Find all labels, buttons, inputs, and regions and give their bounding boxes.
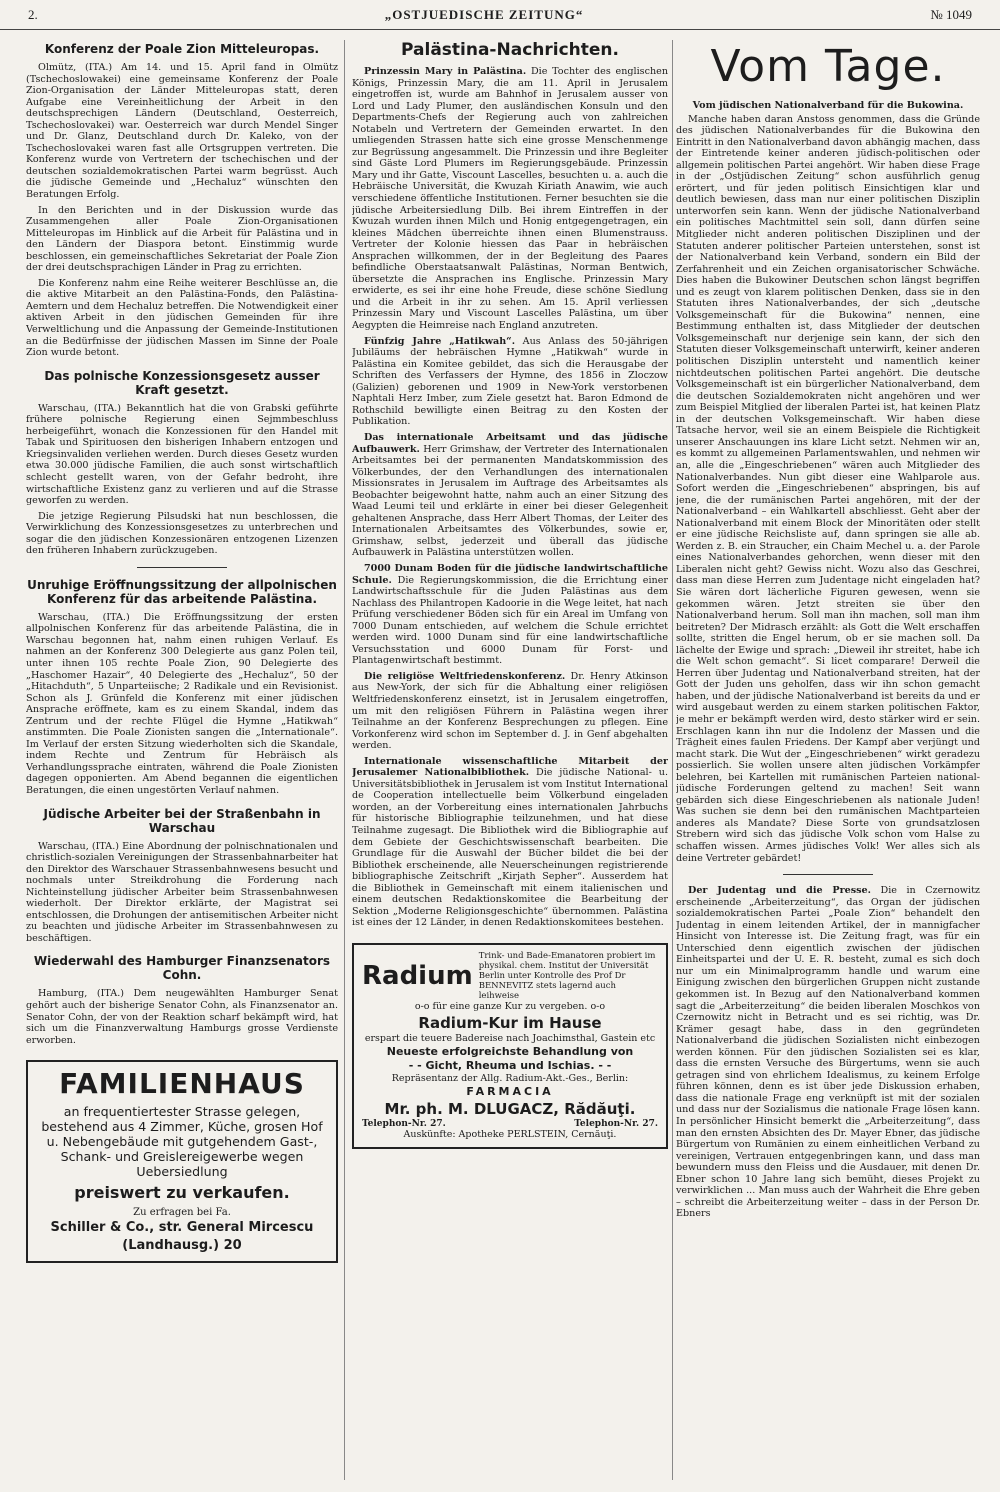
article-paragraph: Warschau, (ITA.) Bekanntlich hat die von Grabski geführte frühere polnische Regierung einen Sejmmbeschluss herbeigeführt, wonach die Konzessionen für den Handel mit Tabak und Spirituosen den bisherigen Inhabern entzogen und Kriegsinvaliden verliehen werden. Durch dieses Gesetz wurden etwa 30.000 jüdische Familien, die auch sonst wirtschaftlich schlecht gestellt waren, von der Gefahr bedroht, ihre wirtschaftliche Existenz ganz zu verlieren und auf die Strasse geworfen zu werden. xyxy=(26,402,338,507)
article-title: Das polnische Konzessionsgesetz ausser Kraft gesetzt. xyxy=(44,368,320,397)
news-text: Die jüdische National- u. Universitätsbibliothek in Jerusalem ist vom Institut International de Cooperation intellectuelle beim Völkerbund eingeladen worden, an der Vorbereitung eines internationalen Jahrbuchs für historische Bibliographie teilzunehmen, und hat diese Teilnahme zugesagt. Die Bibliothek wird die Bibliographie auf dem Gebiete der Geschichtswissenschaft bearbeiten. Die Grundlage für die Auswahl der Bücher bildet die bei der Bibliothek erscheinende, alle Neuerscheinungen registrierende bibliographische Zeitschrift „Kirjath Sepher“. Ausserdem hat die Bibliothek in Gemeinschaft mit einem italienischen und einem deutschen Redaktionskomitee die Bearbeitung der Sektion „Moderne Religionsgeschichte“ übernommen. Palästina ist eines der 12 Länder, in denen Redaktionskomitees bestehen. xyxy=(352,767,668,929)
news-text: Herr Grimshaw, der Vertreter des Internationalen Arbeitsamtes bei der permanenten Mandatskommission des Völkerbundes, der den Verhandlungen des internationalen Missionsrates in Jerusalem im Auftrage des Arbeitsamtes als Beobachter beigewohnt hatte, nahm auch an einer Sitzung des Waad Leumi teil und erklärte in einer bei dieser Gelegenheit gehaltenen Ansprache, dass Herr Albert Thomas, der Leiter des Internationalen Arbeitsamtes des Völkerbundes, sowie er, Grimshaw, selbst, jederzeit und überall das jüdische Aufbauwerk in Palästina unterstützen wollen. xyxy=(352,443,668,559)
news-text: Dr. Henry Atkinson aus New-York, der sich für die Abhaltung einer religiösen Weltfriedenskonferenz einsetzt, ist in Jerusalem eingetroffen, um mit den religiösen Führern in Palästina wegen ihrer Teilnahme an der Konferenz Besprechungen zu pflegen. Eine Vorkonferenz wird schon im September d. J. in Genf abgehalten werden. xyxy=(352,670,668,752)
separator-rule xyxy=(783,874,873,875)
ad-phone: Telephon-Nr. 27. xyxy=(574,1118,658,1129)
ad-treatment-list: - - Gicht, Rheuma und Ischias. - - xyxy=(408,1058,612,1072)
ad-headline: FAMILIENHAUS xyxy=(59,1067,305,1101)
article-title: Unruhige Eröffnungssitzung der allpolnischen Konferenz für das arbeitende Palästina. xyxy=(27,577,337,606)
news-text: Die in Czernowitz erscheinende „Arbeiterzeitung“, das Organ der jüdischen sozialdemokratischen Partei „Poale Zion“ behandelt den Judentag in einem leitenden Artikel, der in mannigfacher Hinsicht von Interesse ist. Die Zeitung fragt, was für ein Unterschied denn eigentlich zwischen der jüdischen Einheitspartei und der U. E. R. besteht, zumal es sich doch nur um ein Minimalprogramm handle und warum eine Einigung zwischen den bürgerlichen Gruppen nicht zustande gekommen ist. In Bezug auf den Nationalverband kommen sagt die „Arbeiterzeitung“ die beiden liberalen Moschkos von Czernowitz nicht in Betracht und es sei richtig, was Dr. Krämer gesagt habe, dass in den gegründeten Nationalverband die jüdischen Sozialisten nicht einbezogen werden können. Für den jüdischen Sozialisten sei es klar, dass die ernsten Versuche des Bürgertums, wenn sie auch getragen sind von ehrlichem Idealismus, zu keinem Erfolge führen können, denn es ist über jede Diskussion erhaben, dass die nationale Frage eng verknüpft ist mit der sozialen und dass nur der Sozialismus die nationale Frage lösen kann. In persönlicher Hinsicht bemerkt die „Arbeiterzeitung“, dass man den ernsten Absichten des Dr. Mayer Ebner, das jüdische Bürgertum von Rumänien zu einem einheitlichen Verband zu vereinigen, Vertrauen entgegenbringen kann, und dass man bewundern muss den Fleiss und die Ausdauer, mit denen Dr. Ebner schon 10 Jahre lang sich bemüht, dieses Projekt zu verwirklichen ... Man muss auch der Wahrheit die Ehre geben – schreibt die Arbeiterzeitung weiter – dass in der Person Dr. Ebners xyxy=(676,885,980,1220)
news-lead: Das internationale Arbeitsamt und das jüdische Aufbauwerk. xyxy=(352,431,668,455)
ad-body: an frequentiertester Strasse gelegen, bestehend aus 4 Zimmer, Küche, grosen Hof u. Nebengebäude mit gutgehendem Gast-, Schank- und Greislereigewerbe wegen Uebersiedlung xyxy=(41,1104,323,1180)
article-title: Wiederwahl des Hamburger Finanzsenators Cohn. xyxy=(33,954,331,983)
ad-owner: Mr. ph. M. DLUGACZ, Rădăuţi. xyxy=(384,1099,636,1118)
section-title-vom-tage: Vom Tage. xyxy=(710,41,946,92)
news-lead: Der Judentag und die Presse. xyxy=(688,885,872,897)
ad-price: preiswert zu verkaufen. xyxy=(74,1183,290,1203)
column-right xyxy=(676,40,980,1480)
article-paragraph: Manche haben daran Anstoss genommen, dass die Gründe des jüdischen Nationalverbandes für die Bukowina den Eintritt in den Nationalverband davon abhängig machen, dass der Eintretende keiner anderen jüdisch-politischen oder allgemein politischen Partei angehört. Wir haben diese Frage in der „Ostjüdischen Zeitung“ schon ausführlich genug erörtert, und für jeden politisch Einsichtigen klar und deutlich bewiesen, dass man nur einer politischen Disziplin unterworfen sein kann. Wenn der jüdische Nationalverband ein politisches Machtmittel sein soll, dann dürfen seine Mitglieder nicht anderen politischen Disziplinen und der Statuten anderer politischer Parteien unterstehen, sonst ist der Nationalverband kein Verband, sondern ein Bild der Zerfahrenheit und ein Zeichen organisatorischer Schwäche. Dies haben die Bukowiner Deutschen schon längst begriffen und es zeugt von klarem politischen Denken, dass sie in den Statuten ihres Nationalverbandes, der sich „deutsche Volksgemeinschaft für die Bukowina“ nennen, eine Bestimmung enthalten ist, dass Mitglieder der deutschen Volksgemeinschaft nur derjenige sein kann, der sich den Statuten dieser Volksgemeinschaft unterwirft, keiner anderen politischen Disziplin untersteht und namentlich keiner nichtdeutschen politischen Partei angehört. Die deutsche Volksgemeinschaft ist ein bürgerlicher Nationalverband, dem die deutschen Sozialdemokraten nicht angehören und wer zum Beispiel Mitglied der liberalen Partei ist, hat keinen Platz in der deutschen Volksgemeinschaft. Wir haben diese Tatsache hervor, weil sie an einem Beispiele die Richtigkeit unserer Anschauungen ins klare Licht setzt. Nehmen wir an, es kommt zu allgemeinen Parlamentswahlen, und nehmen wir an, alle die „Eingeschriebenen“ wären auch Mitglieder des Nationalverbandes. Nun gibt dieser eine Wahlparole aus. Sofort werden die „Eingeschriebenen“ abspringen, bis auf jene, die der rumänischen Partei angehören, mit der der Nationalverband – ein Wahlkartell abschliesst. Geht aber der Nationalverband mit einem Block der Minoritäten oder stellt er eine jüdische Reichsliste auf, dann springen sie alle ab. Werden z. B. ein Straucher, ein Chaim Mechel u. a. der Parole eines Nationalverbandes gehorchen, wenn dieser mit den Liberalen nicht geht? Gewiss nicht. Wozu also das Geschrei, dass man diese Herren zum Judentage nicht eingeladen hat? Sie wären dort lächerliche Figuren gewesen, wenn sie gekommen wären. Jetzt streiten sie über den Nationalverband herum. Soll man ihn machen, soll man ihm beitreten? Der Midrasch erzählt: als Gott die Welt erschaffen sollte, stritten die Engel herum, ob er sie machen soll. Da lächelte der Ewige und sprach: „Dieweil ihr streitet, habe ich die Welt schon gemacht“. Si licet comparare! Derweil die Herren über Judentag und Nationalverband streiten, hat der Gott der Juden uns geholfen, dass wir ihn schon gemacht haben, und der jüdische Nationalverband ist bereits da und er wird ausgebaut werden zu einem starken politischen Faktor, je mehr er bekämpft werden wird, desto stärker wird er sein. Erschlagen kann ihn nur die Indolenz der Massen und die Trägheit eines faulen Friedens. Der Kampf aber verjüngt und macht stark. Die Wut der „Eingeschriebenen“ wirkt geradezu possierlich. Sie wollen unsere alten jüdischen Vorkämpfer belehren, bei Kartellen mit rumänischen Parteien national-jüdische Forderungen geltend zu machen! Seit wann gebärden sich diese Eingeschriebenen als nationale Juden! Was suchen sie denn bei den rumänischen Machtparteien anderes als Mandate? Diese Sorte von grundsatzlosen Strebern wird sich das jüdische Volk schon vom Halse zu schaffen wissen. Armes jüdisches Volk! Wer alles sich als deine Vertreter gebärdet! xyxy=(676,113,980,864)
article-paragraph: In den Berichten und in der Diskussion wurde das Zusammengehen aller Poale Zion-Organisationen Mitteleuropas im Hinblick auf die Arbeit für Palästina und in den Ländern der Diaspora betont. Einstimmig wurde beschlossen, ein gemeinschaftliches Sekretariat der Poale Zion der drei deutschsprachigen Länder in Prag zu errichten. xyxy=(26,204,338,274)
advertisement-familienhaus xyxy=(26,1060,338,1263)
news-text: Aus Anlass des 50-jährigen Jubiläums der hebräischen Hymne „Hatikwah“ wurde in Palästina ein Komitee gebildet, das sich die Herausgabe der Schriften des Verfassers der Hymne, des 1856 in Zloczow (Galizien) geborenen und 1909 in New-York verstorbenen Naphtali Herz Imber, zum Ziele gesetzt hat. Baron Edmond de Rothschild bewilligte einen Beitrag zu den Kosten der Publikation. xyxy=(352,335,668,428)
news-lead: Die religiöse Weltfriedenskonferenz. xyxy=(364,670,566,682)
ad-kur-desc: erspart die teuere Badereise nach Joachimsthal, Gastein etc xyxy=(364,1032,656,1044)
section-title: Palästina-Nachrichten. xyxy=(401,40,619,60)
ad-inquire: Zu erfragen bei Fa. xyxy=(133,1207,231,1219)
ad-phone: Telephon-Nr. 27. xyxy=(362,1118,446,1129)
column-left xyxy=(26,40,338,1480)
article-paragraph: Warschau, (ITA.) Eine Abordnung der polnischnationalen und christlich-sozialen Vereinigungen der Strassenbahnarbeiter hat den Direktor des Warschauer Strassenbahnwesens besucht und nochmals unter Streikdrohung die Forderung nach Nichteinstellung jüdischer Arbeiter beim Strassenbahnwesen wiederholt. Der Direktor erklärte, der Magistrat sei entschlossen, die Drohungen der antisemitischen Arbeiter nicht zu beachten und jüdische Arbeiter im Strassenbahnwesen zu beschäftigen. xyxy=(26,840,338,944)
issue-number: № 1049 xyxy=(930,6,972,22)
news-lead: Fünfzig Jahre „Hatikwah“. xyxy=(364,335,516,347)
ad-info: Auskünfte: Apotheke PERLSTEIN, Cernăuţi. xyxy=(403,1128,617,1140)
ad-radium-title: Radium xyxy=(362,960,473,991)
article-title: Konferenz der Poale Zion Mitteleuropas. xyxy=(44,42,320,56)
news-lead: Internationale wissenschaftliche Mitarbeit der Jerusalemer Nationalbibliothek. xyxy=(352,755,668,779)
news-text: Die Regierungskommission, die die Errichtung einer Landwirtschaftsschule für die Juden Palästinas aus dem Nachlass des Philantropen Kadoorie in die Wege leitet, hat nach Prüfung verschiedener Böden sich für ein Areal im Umfang von 7000 Dunam entschieden, auf welchem die Schule errichtet werden wird. 1000 Dunam sind für eine landwirtschaftliche Versuchsstation und 6000 Dunam für Forst- und Plantagenwirtschaft bestimmt. xyxy=(352,574,668,667)
newspaper-title: „OSTJUEDISCHE ZEITUNG“ xyxy=(384,6,584,22)
column-middle xyxy=(352,40,668,1480)
news-text: Die Tochter des englischen Königs, Prinzessin Mary, die am 11. April in Jerusalem eingetroffen ist, wurde am Bahnhof in Jerusalem ausser von Lord und Lady Plumer, den ausländischen Konsuln und den Departments-Chefs der Regierung auch von zahlreichen Notabeln und Vertretern der Gemeinden erwartet. In den umliegenden Strassen hatte sich eine grosse Menschenmenge zur Begrüssung angesammelt. Die Prinzessin und ihre Begleiter sind Gäste Lord Plumers im Regierungsgebäude. Prinzessin Mary und ihr Gatte, Viscount Lascelles, besuchten u. a. auch die Hebräische Universität, die Kwuzah Kiriath Anawim, wie auch verschiedene öffentliche Institutionen. Ferner besuchten sie die jüdische Arbeitersiedlung Dilb. Bei ihrem Eintreffen in der Kwuzah wurden ihnen Milch und Honig entgegengetragen, ein kleines Mädchen überreichte ihnen einen Blumenstrauss. Vertreter der Kolonie hiessen das Paar in hebräischen Ansprachen willkommen, der in der Begleitung des Paares befindliche Oberstaatsanwalt Palästinas, Norman Bentwich, übersetzte die Ansprachen ins Englische. Prinzessin Mary erwiderte, es sei ihr eine hohe Freude, diese schöne Siedlung und die Arbeit in ihr zu sehen. Am 15. April verliessen Prinzessin Mary und Viscount Lascelles Palästina, um über Aegypten die Heimreise nach England anzutreten. xyxy=(352,66,668,332)
column-divider xyxy=(344,40,345,1480)
separator-rule xyxy=(137,567,227,568)
ad-address: Schiller & Co., str. General Mircescu (Landhausg.) 20 xyxy=(50,1220,314,1254)
advertisement-radium xyxy=(352,943,668,1149)
article-paragraph: Die Konferenz nahm eine Reihe weiterer Beschlüsse an, die die aktive Mitarbeit an den Palästina-Fonds, den Palästina-Aemtern und dem Hechaluz betreffen. Die Notwendigkeit einer aktiven Arbeit in den jüdischen Gemeinden für ihre Verweltlichung und die Anpassung der Gemeinde-Institutionen an die Bedürfnisse der jüdischen Massen im Sinne der Poale Zion wurde betont. xyxy=(26,277,338,359)
ad-rental: o-o für eine ganze Kur zu vergeben. o-o xyxy=(414,1000,606,1012)
column-divider xyxy=(672,40,673,1480)
article-paragraph: Die jetzige Regierung Pilsudski hat nun beschlossen, die Verwirklichung des Konzessionsgesetzes zu unterbrechen und sogar die den jüdischen Konzessionären entzogenen Lizenzen den früheren Inhabern zurückzugeben. xyxy=(26,510,338,557)
news-lead: Vom jüdischen Nationalverband für die Bukowina. xyxy=(692,100,964,111)
ad-radium-desc: Trink- und Bade-Emanatoren probiert im physikal. chem. Institut der Universität Berlin unter Kontrolle des Prof Dr BENNEVITZ stets lagernd auch leihweise xyxy=(478,950,656,1001)
masthead xyxy=(0,0,1000,30)
ad-kur: Radium-Kur im Hause xyxy=(418,1013,602,1032)
article-paragraph: Hamburg, (ITA.) Dem neugewählten Hamburger Senat gehört auch der bisherige Senator Cohn, als Finanzsenator an. Senator Cohn, der von der Reaktion scharf bekämpft wird, hat sich um die Finanzverwaltung Hamburgs grosse Verdienste erworben. xyxy=(26,988,338,1046)
news-lead: 7000 Dunam Boden für die jüdische landwirtschaftliche Schule. xyxy=(352,562,668,586)
article-paragraph: Warschau, (ITA.) Die Eröffnungssitzung der ersten allpolnischen Konferenz für das arbeitende Palästina, die in Warschau begonnen hat, nahm einen ruhigen Verlauf. Es nahmen an der Konferenz 300 Delegierte aus ganz Polen teil, unter ihnen 105 rechte Poale Zion, 90 Delegierte des „Haschomer Hazair“, 40 Delegierte des „Hechaluz“, 50 der „Hitachduth“, 5 Unparteiische; 2 Radikale und ein Revisionist. Schon als J. Grünfeld die Konferenz mit einer jüdischen Ansprache eröffnete, kam es zu einem Skandal, indem das Zentrum und der rechte Flügel die Hymne „Hatikwah“ anstimmten. Die Poale Zionisten sangen die „Internationale“. Im Verlauf der ersten Sitzung wiederholten sich die Skandale, indem Rechte und Zentrum für Hebräisch als Verhandlungssprache eintraten, während die Poale Zionisten dagegen opponierten. Am Abend begannen die eigentlichen Beratungen, die einen ungestörten Verlauf nahmen. xyxy=(26,611,338,796)
ad-pharmacy: FARMACIA xyxy=(466,1084,554,1098)
article-paragraph: Olmütz, (ITA.) Am 14. und 15. April fand in Olmütz (Tschechoslowakei) eine gemeinsame Konferenz der Poale Zion-Organisation der Länder Mitteleuropas statt, deren Aufgabe eine Vereinheitlichung der Arbeit in den deutschsprechigen Ländern (Deutschland, Oesterreich, Tschechoslovakei) war. Oesterreich war durch Mendel Singer und Dr. Glanz, Deutschland durch Dr. Kaleko, von der Tschechoslovakei waren fast alle Ortsgruppen vertreten. Die Konferenz wurde von Vertretern der tschechischen und der deutschen sozialdemokratischen Partei warm begrüsst. Auch die jüdische Gemeinde und „Hechaluz“ wünschten den Beratungen Erfolg. xyxy=(26,62,338,201)
page-number: 2. xyxy=(28,6,38,22)
ad-representative: Repräsentanz der Allg. Radium-Akt.-Ges., Berlin: xyxy=(391,1072,629,1084)
news-lead: Prinzessin Mary in Palästina. xyxy=(364,66,527,77)
ad-treatment: Neueste erfolgreichste Behandlung von xyxy=(386,1044,634,1058)
article-title: Jüdische Arbeiter bei der Straßenbahn in Warschau xyxy=(43,806,321,835)
